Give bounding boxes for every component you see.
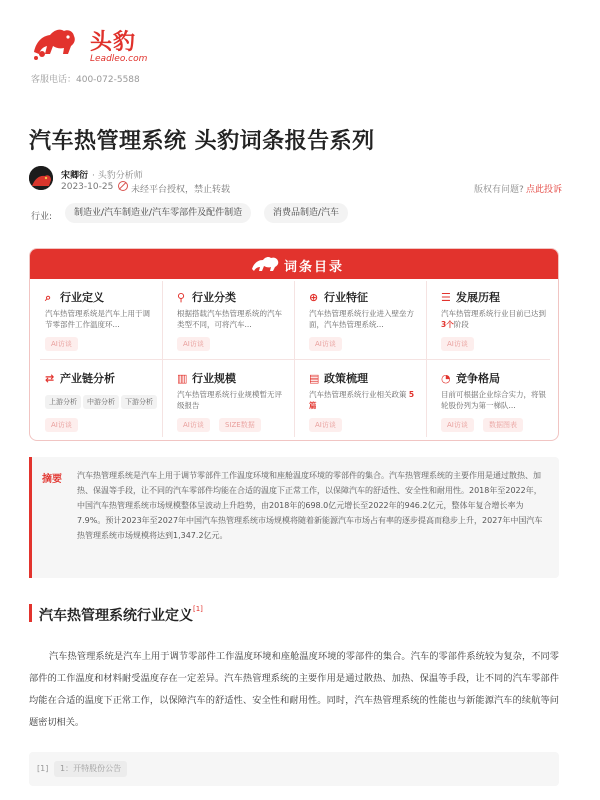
toc-item-label: 政策梳理 xyxy=(324,372,368,385)
toc-item-policy[interactable] xyxy=(294,362,426,441)
toc-item-classification[interactable] xyxy=(162,281,294,361)
toc-item-desc: 根据搭载汽车热管理系统的汽车类型不同，可将汽车... xyxy=(177,309,282,329)
data-chart-chip[interactable]: 数据图表 xyxy=(483,418,523,432)
toc-title: 词条目录 xyxy=(284,260,345,275)
upstream-chip[interactable]: 上游分析 xyxy=(45,395,81,409)
size-data-chip[interactable]: SIZE数据 xyxy=(219,418,261,432)
bar-chart-icon: ▥ xyxy=(177,372,188,385)
toc-item-chain[interactable] xyxy=(30,362,162,441)
avatar xyxy=(29,166,53,190)
section-title: 汽车热管理系统行业定义[1] xyxy=(39,605,203,624)
ai-interview-chip[interactable]: AI访谈 xyxy=(177,418,210,432)
toc-item-desc: 汽车热管理系统是汽车上用于调节零部件工作温度环... xyxy=(45,309,150,329)
no-copy-icon xyxy=(118,181,128,191)
hierarchy-icon: ⚲ xyxy=(177,291,186,304)
toc-item-desc: 目前可根据企业综合实力，将银轮股份列为第一梯队... xyxy=(441,390,546,410)
reference-number: [1] xyxy=(37,764,49,773)
toc-item-competition[interactable] xyxy=(426,362,558,441)
toc-item-features[interactable] xyxy=(294,281,426,361)
page-title: 汽车热管理系统 头豹词条报告系列 xyxy=(29,129,375,154)
toc-item-label: 行业定义 xyxy=(60,291,104,304)
feature-icon: ⊕ xyxy=(309,291,319,304)
toc-header xyxy=(30,249,559,279)
abstract-text: 汽车热管理系统是汽车上用于调节零部件工作温度环境和座舱温度环境的零部件的集合。汽车热管理系统的主要作用是通过散热、加热、保温等手段，让不同的汽车零部件均能在合适的温度下正常工作，以保障汽车的舒适性、安全性和耐用性。2018年至2022年，中国汽车热管理系统市场规模整体呈波动上升趋势，由2018年的698.0亿元增长至2022年的946.2亿元，整体年复合增长率为7.9%。预计2023年至2027年中国汽车热管理系统市场规模将随着新能源汽车市场占有率的逐步提高而稳步上升，2027年中国汽车热管理系统市场规模将达到1,347.2亿元。 xyxy=(77,471,543,540)
brand-name: 头豹 xyxy=(90,30,137,55)
toc-item-label: 行业特征 xyxy=(324,291,368,304)
toc-item-desc: 汽车热管理系统行业相关政策 5篇 xyxy=(309,390,415,410)
ai-interview-chip[interactable]: AI访谈 xyxy=(45,418,78,432)
ai-interview-chip[interactable]: AI访谈 xyxy=(177,337,210,351)
policy-icon: ▤ xyxy=(309,372,320,385)
reference-link[interactable]: 1：开特股份公告 xyxy=(54,761,127,777)
ai-interview-chip[interactable]: AI访谈 xyxy=(309,418,342,432)
ai-interview-chip[interactable]: AI访谈 xyxy=(309,337,342,351)
toc-item-desc: 汽车热管理系统行业进入壁垒方面，汽车热管理系统... xyxy=(309,309,414,329)
industry-label: 行业: xyxy=(31,212,53,222)
section-accent-bar xyxy=(29,604,32,622)
toc-item-label: 行业规模 xyxy=(192,372,236,385)
copyright-question: 版权有问题? xyxy=(474,185,524,195)
author-name[interactable]: 宋卿衍 xyxy=(61,171,89,181)
toc-item-desc: 汽车热管理系统行业规模暂无评级报告 xyxy=(177,390,282,410)
section-body: 汽车热管理系统是汽车上用于调节零部件工作温度环境和座舱温度环境的零部件的集合。汽车的零部件系统较为复杂，不同零部件的工作温度和材料耐受温度存在一定差异。汽车热管理系统的主要作用是通过散热、加热、保温等手段，让不同的汽车零部件均能在合适的温度下正常工作，以保障汽车的舒适性、安全性和耐用性。同时，汽车热管理系统的性能也与新能源汽车的续航等问题密切相关。 xyxy=(29,651,559,728)
brand-logo[interactable] xyxy=(30,22,170,72)
author-role: · 头豹分析师 xyxy=(92,171,143,181)
toc-item-label: 产业链分析 xyxy=(60,372,115,385)
pie-icon: ◔ xyxy=(441,372,451,385)
abstract-label: 摘要 xyxy=(42,474,62,485)
toc-item-definition[interactable] xyxy=(30,281,162,361)
complaint-link[interactable]: 点此投诉 xyxy=(526,185,563,195)
search-doc-icon: ⌕ xyxy=(45,291,52,304)
toc-card xyxy=(29,248,559,441)
toc-item-label: 发展历程 xyxy=(456,291,500,304)
toc-item-scale[interactable] xyxy=(162,362,294,441)
toc-item-desc: 汽车热管理系统行业目前已达到 3个阶段 xyxy=(441,309,546,329)
reference-box xyxy=(29,752,559,786)
ai-interview-chip[interactable]: AI访谈 xyxy=(45,337,78,351)
accent-bar xyxy=(29,457,32,578)
chain-icon: ⇄ xyxy=(45,372,55,385)
ai-interview-chip[interactable]: AI访谈 xyxy=(441,418,474,432)
leopard-icon xyxy=(250,254,280,274)
history-icon: ☰ xyxy=(441,291,451,304)
midstream-chip[interactable]: 中游分析 xyxy=(83,395,119,409)
industry-tag[interactable]: 制造业/汽车制造业/汽车零部件及配件制造 xyxy=(65,203,251,223)
contact-phone: 客服电话：400-072-5588 xyxy=(31,75,140,85)
brand-url: Leadleo.com xyxy=(90,54,148,64)
publish-date: 2023-10-25 xyxy=(61,182,114,192)
downstream-chip[interactable]: 下游分析 xyxy=(121,395,157,409)
toc-item-label: 行业分类 xyxy=(192,291,236,304)
toc-item-label: 竞争格局 xyxy=(456,372,500,385)
toc-item-history[interactable] xyxy=(426,281,558,361)
abstract-box xyxy=(29,457,559,578)
industry-tag[interactable]: 消费品制造/汽车 xyxy=(264,203,348,223)
leopard-logo-icon xyxy=(30,24,78,64)
footnote-ref[interactable]: [1] xyxy=(193,605,203,613)
copyright-notice: 未经平台授权，禁止转载 xyxy=(131,185,231,195)
ai-interview-chip[interactable]: AI访谈 xyxy=(441,337,474,351)
